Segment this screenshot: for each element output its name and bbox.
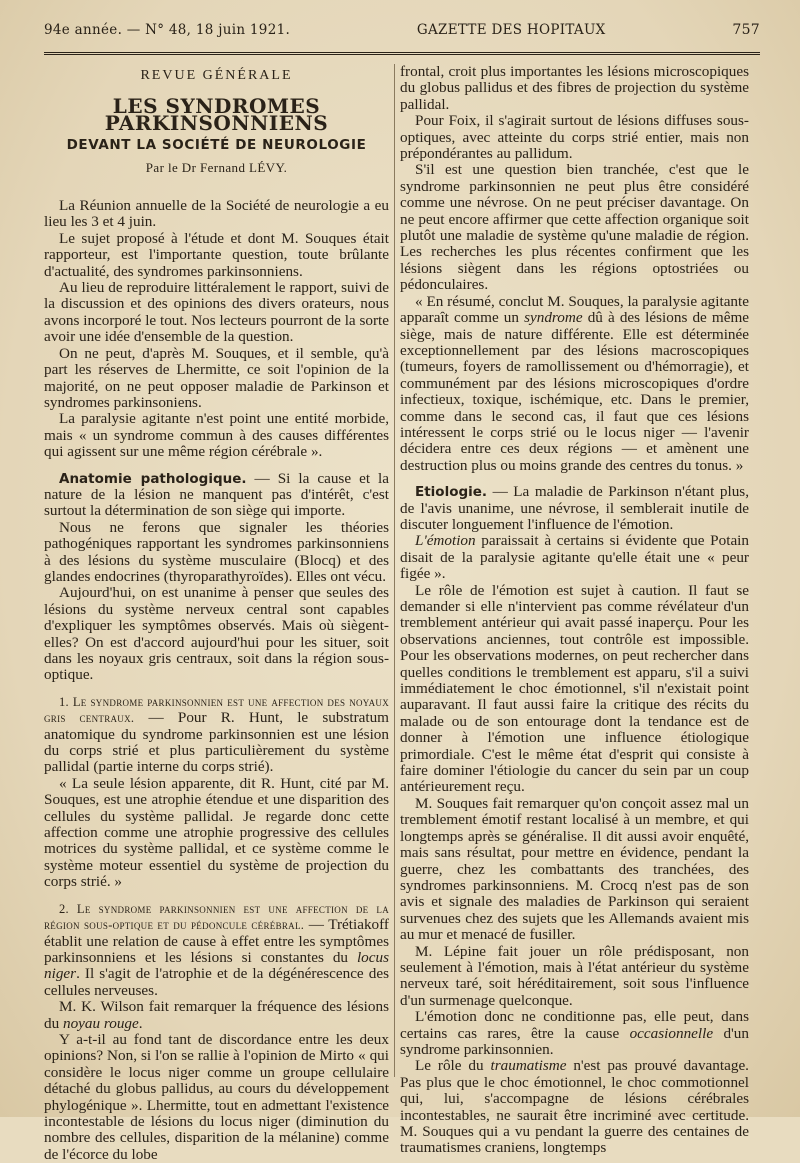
paragraph: On ne peut, d'après M. Souques, et il semble, qu'à part les réserves de Lhermitte, ce soit l'opinion de la majorité, on ne peut opposer maladie de Parkinson et syndromes parkinsoniens. (44, 344, 389, 411)
paragraph: « La seule lésion apparente, dit R. Hunt, cité par M. Souques, est une atrophie étendue et une disparition des cellules du système pallidal. Je regarde donc cette affection comme une atrophie progressive des cellules motrices du système pallidal, et ce système comme le système moteur essentiel du système de projection du corps strié. » (44, 774, 389, 891)
header-rule (44, 52, 760, 55)
paragraph: Y a-t-il au fond tant de discordance entre les deux opinions? Non, si l'on se rallie à l'opinion de Mirto « qui considère le locus niger comme un groupe cellulaire détaché du globus pallidus, au cours du développement phylogénique ». Lhermitte, tout en admettant l'existence incontestable de lésions du locus niger (diminution du nombre des cellules, disparition de la mélanine) comme de l'écorce du lobe (44, 1030, 389, 1163)
paragraph: M. Lépine fait jouer un rôle prédisposant, non seulement à l'émotion, mais à l'état antérieur du système nerveux taré, soit héréditairement, soit sous l'influence d'un surmenage quelconque. (400, 942, 749, 1009)
journal-name: GAZETTE DES HOPITAUX (416, 22, 606, 38)
rubric: REVUE GÉNÉRALE (140, 68, 293, 83)
paragraph: La paralysie agitante n'est point une entité morbide, mais « un syndrome commun à des causes différentes qui agissent sur une même région cérébrale ». (44, 410, 389, 461)
paragraph: Le sujet proposé à l'étude et dont M. Souques était rapporteur, est l'importante question, toute brûlante d'actualité, des syndromes parkinsonniens. (44, 229, 389, 280)
paragraph: L'émotion paraissait à certains si évidente que Potain disait de la paralysie agitante qu'elle était une « peur figée ». (400, 532, 749, 583)
column-divider (394, 64, 395, 1077)
paragraph: « En résumé, conclut M. Souques, la paralysie agitante apparaît comme un syndrome dû à des lésions de même siège, mais de nature différente. Elle est déterminée exceptionnellement par des lésions macroscopiques (tumeurs, foyers de ramollissement ou d'hémorragie), et communément par des lésions microscopiques d'ordre infectieux, toxique, ischémique, etc. Dans le premier, comme dans le second cas, il faut que ces lésions intéressent le corps strié ou le locus niger — l'avenir décidera entre ces deux régions — et amènent une destruction plus ou moins grande des centres du tonus. » (400, 292, 749, 474)
paragraph: Le rôle de l'émotion est sujet à caution. Il faut se demander si elle n'intervient pas comme révélateur d'un tremblement antérieur qui avait passé inaperçu. Pour les observations anciennes, tout contrôle est impossible. Pour les observations modernes, on peut rechercher dans quelles conditions le tremblement est apparu, s'il a suivi immédiatement le choc émotionnel, s'il n'existait point auparavant. Il faut aussi faire la critique des récits du malade ou de son entourage dont la tendance est de donner à l'émotion une influence étiologique primordiale. C'est le même état d'esprit qui consiste à faire dominer l'étiologie du cancer du sein par un coup antérieurement reçu. (400, 581, 749, 796)
paragraph: S'il est une question bien tranchée, c'est que le syndrome parkinsonnien ne peut plus être considéré comme une névrose. On ne peut préciser davantage. On ne peut encore affirmer que cette affection organique soit plutôt une maladie de système qu'une maladie de région. Les recherches les plus récentes confirment que les lésions siègent dans les régions optostriées ou pédonculaires. (400, 161, 749, 294)
section-heading: Etiologie. (415, 484, 488, 501)
paragraph: Aujourd'hui, on est unanime à penser que seules des lésions du système nerveux central sont capables d'expliquer les symptômes observés. Mais où siègent-elles? On est d'accord aujourd'hui pour les situer, soit dans les noyaux gris centraux, soit dans la région sous-optique. (44, 584, 389, 684)
issue-info: 94e année. — N° 48, 18 juin 1921. (44, 22, 291, 38)
paragraph: Anatomie pathologique. — Si la cause et la nature de la lésion ne manquent pas d'intérêt, c'est surtout la détermination de son siège qui importe. (44, 469, 390, 520)
page-number: 757 (732, 22, 760, 38)
paragraph: M. K. Wilson fait remarquer la fréquence des lésions du noyau rouge. (44, 998, 389, 1032)
paragraph: M. Souques fait remarquer qu'on conçoit assez mal un tremblement émotif restant localisé à un membre, et qui longtemps après se généralise. Il dit aussi avoir enquêté, mais sans résultat, pour mettre en évidence, pendant la guerre, chez les combattants des tranchées, des syndromes parkinsonniens. M. Crocq n'est pas de son avis et signale des maladies de Parkinson qui seraient survenues chez des sujets que les Allemands avaient mis au mur et menacé de fusiller. (400, 794, 749, 944)
left-column (44, 64, 390, 1163)
paragraph: Nous ne ferons que signaler les théories pathogéniques rapportant les syndromes parkinsonniens à des lésions du système musculaire (Blocq) et des glandes endocrines (thyroparathyroïdes). Elles ont vécu. (44, 518, 389, 585)
subsection-heading: 1. Le syndrome parkinsonnien est une affection des noyaux gris centraux. (44, 694, 389, 726)
subsection-heading: 2. Le syndrome parkinsonnien est une affection de la région sous-optique et du pédoncule cérébral. (44, 901, 389, 933)
paragraph: Pour Foix, il s'agirait surtout de lésions diffuses sous-optiques, avec atteinte du corps strié entier, mais non prépondérantes au pallidum. (400, 112, 749, 163)
paragraph: L'émotion donc ne conditionne pas, elle peut, dans certains cas rares, être la cause occasionnelle d'un syndrome parkinsonnien. (400, 1008, 749, 1058)
paragraph: 1. Le syndrome parkinsonnien est une affection des noyaux gris centraux. — Pour R. Hunt, le substratum anatomique du syndrome parkinsonnien est une lésion du corps strié et plus particulièrement du système pallidal (partie interne du corps strié). (44, 694, 389, 776)
paragraph: Le rôle du traumatisme n'est pas prouvé davantage. Pas plus que le choc émotionnel, le choc commotionnel qui, lui, s'accompagne de lésions cérébrales incontestables, ne saurait être incriminé avec certitude. M. Souques qui a vu pendant la guerre des centaines de traumatismes craniens, longtemps (400, 1057, 749, 1157)
running-header (44, 22, 760, 44)
section-heading: Anatomie pathologique. (59, 470, 247, 487)
paragraph: Etiologie. — La maladie de Parkinson n'étant plus, de l'avis unanime, une névrose, il semblerait inutile de discuter longuement l'influence de l'émotion. (400, 483, 749, 533)
paragraph: 2. Le syndrome parkinsonnien est une affection de la région sous-optique et du pédoncule cérébral. — Trétiakoff établit une relation de cause à effet entre les symptômes parkinsonniens et les lésions si constantes du locus niger. Il s'agit de l'atrophie et de la dégénérescence des cellules nerveuses. (44, 901, 389, 999)
right-column (400, 63, 749, 1157)
paragraph: Au lieu de reproduire littéralement le rapport, suivi de la discussion et des opinions des divers orateurs, nous avons incorporé le tout. Nos lecteurs pourront de la sorte avoir une idée d'ensemble de la question. (44, 279, 389, 346)
paragraph: frontal, croit plus importantes les lésions microscopiques du globus pallidus et des fibres de projection du système pallidal. (400, 63, 749, 113)
article-title: LES SYNDROMES PARKINSONNIENS (104, 94, 329, 135)
article-subtitle: DEVANT LA SOCIÉTÉ DE NEUROLOGIE (66, 137, 367, 154)
byline: Par le Dr Fernand LÉVY. (145, 159, 288, 175)
paragraph: La Réunion annuelle de la Société de neurologie a eu lieu les 3 et 4 juin. (44, 197, 389, 231)
